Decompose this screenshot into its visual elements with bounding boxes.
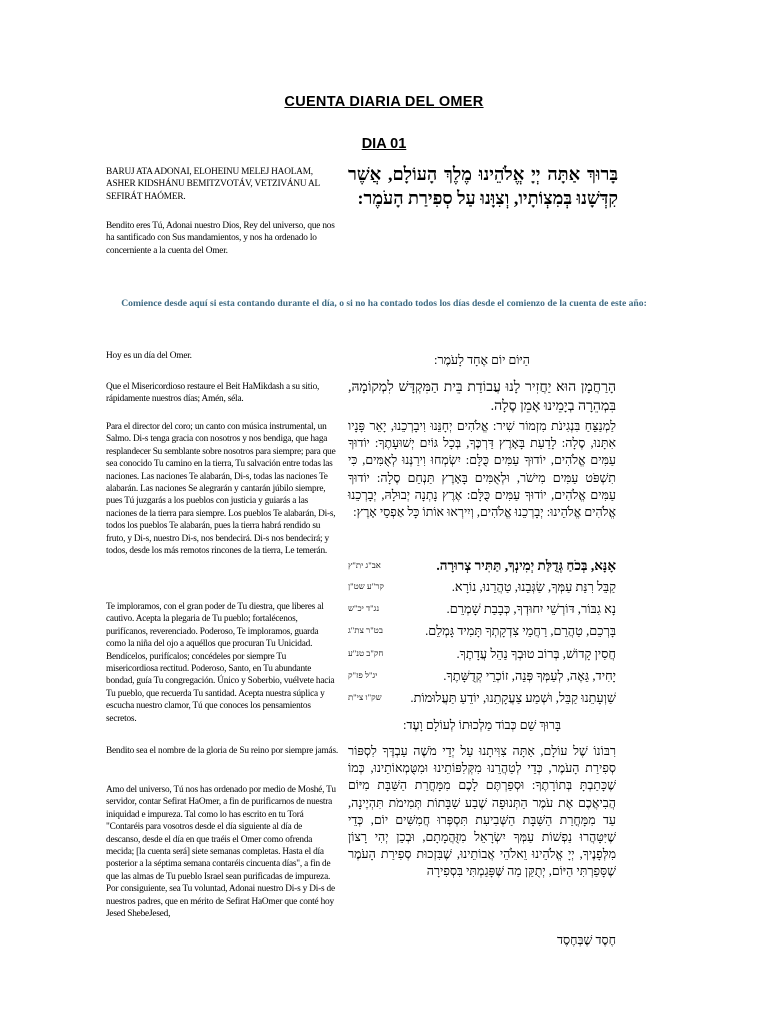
baruch-shem-hebrew: בָּרוּךְ שֵׁם כְּבוֹד מַלְכוּתוֹ לְעוֹלָם וָעֶד: bbox=[402, 718, 562, 732]
ana-acronym: נג"ד יכ"ש bbox=[348, 603, 380, 613]
ana-text: שַׁוְעָתֵנוּ קַבֵּל, וּשְׁמַע צַעֲקָתֵנוּ, יוֹדֵעַ תַּעֲלוּמוֹת. bbox=[410, 691, 616, 705]
ana-line bbox=[348, 578, 616, 596]
ana-text: נָא גִבּוֹר, דּוֹרְשֵׁי יִחוּדְךָ, כְּבָבַת שָׁמְרֵם. bbox=[446, 602, 616, 616]
harachaman-hebrew: הָרַחֲמָן הוּא יַחֲזִיר לָנוּ עֲבוֹדַת בֵּית הַמִּקְדָּשׁ לִמְקוֹמָהּ, בִּמְהֵרָה בְיָמֵינוּ אָמֵן סֶלָה. bbox=[348, 380, 616, 414]
ana-text: בָּרְכֵם, טַהֲרֵם, רַחֲמֵי צִדְקָתְךָ תָּמִיד גָּמְלֵם. bbox=[425, 624, 616, 638]
ana-text: יָחִיד, גֵּאֶה, לְעַמְּךָ פְּנֵה, זוֹכְרֵי קְדֻשָּׁתֶךָ. bbox=[443, 669, 616, 683]
day-heading: DIA 01 bbox=[361, 136, 407, 152]
ana-spanish: Te imploramos, con el gran poder de Tu diestra, que liberes al cautivo. Acepta la plegaria de Tu pueblo; fortalécenos, purifícanos, reverenciado. Poderoso, Te imploramos, guarda como la niña del ojo a aquéllos que procuran Tu Unicidad. Bendícelos, purifícalos; concédeles por siempre Tu misericordiosa rectitud. Poderoso, Santo, en Tu abundante bondad, guía Tu congregación. Único y Soberbio, vuélvete hacia Tu pueblo, que recuerda Tu santidad. Acepta nuestra súplica y escucha nuestro clamor, Tú que conoces los pensamientos secretos. bbox=[106, 602, 335, 724]
ana-line bbox=[348, 667, 616, 685]
ana-acronym: קר"ע שט"ן bbox=[348, 581, 384, 591]
psalm-hebrew: לַמְנַצֵּחַ בִּנְגִינֹת מִזְמוֹר שִׁיר: אֱלֹהִים יְחָנֵּנוּ וִיבָרְכֵנוּ, יָאֵר פָּנָיו אִתָּנוּ, סֶלָה: לָדַעַת בָּאָרֶץ דַּרְכֶּךָ, בְּכָל גּוֹיִם יְשׁוּעָתֶךָ: יוֹדוּךָ עַמִּים אֱלֹהִים, יוֹדוּךָ עַמִּים כֻּלָּם: יִשְׂמְחוּ וִירַנְּנוּ לְאֻמִּים, כִּי תִשְׁפֹּט עַמִּים מִישֹׁר, וּלְאֻמִּים בָּאָרֶץ תַּנְחֵם סֶלָה: יוֹדוּךָ עַמִּים אֱלֹהִים, יוֹדוּךָ עַמִּים כֻּלָּם: אֶרֶץ נָתְנָה יְבוּלָהּ, יְבָרְכֵנוּ אֱלֹהִים אֱלֹהֵינוּ: יְבָרְכֵנוּ אֱלֹהִים, וְיִירְאוּ אוֹתוֹ כָּל אַפְסֵי אָרֶץ: bbox=[348, 419, 616, 520]
count-spanish: Hoy es un día del Omer. bbox=[106, 351, 192, 361]
ana-line bbox=[348, 689, 616, 707]
ribono-hebrew: רִבּוֹנוֹ שֶׁל עוֹלָם, אַתָּה צִוִּיתָנוּ עַל יְדֵי מֹשֶׁה עַבְדֶּךָ לִסְפּוֹר סְפִירַת הָעֹמֶר, כְּדֵי לְטַהֲרֵנוּ מִקְּלִפּוֹתֵינוּ וּמִטֻּמְאוֹתֵינוּ, כְּמוֹ שֶׁכָּתַבְתָּ בְּתוֹרָתֶךָ: וּסְפַרְתֶּם לָכֶם מִמָּחֳרַת הַשַּׁבָּת מִיּוֹם הֲבִיאֲכֶם אֶת עֹמֶר הַתְּנוּפָה שֶׁבַע שַׁבָּתוֹת תְּמִימֹת תִּהְיֶינָה, עַד מִמָּחֳרַת הַשַּׁבָּת הַשְּׁבִיעִת תִּסְפְּרוּ חֲמִשִּׁים יוֹם, כְּדֵי שֶׁיִּטָּהֲרוּ נַפְשׁוֹת עַמְּךָ יִשְׂרָאֵל מִזֻּהֲמָתָם, וּבְכֵן יְהִי רָצוֹן מִלְּפָנֶיךָ, יְיָ אֱלֹהֵינוּ וֵאלֹהֵי אֲבוֹתֵינוּ, שֶׁבִּזְכוּת סְפִירַת הָעֹמֶר שֶׁסָּפַרְתִּי הַיּוֹם, יְתֻקַּן מַה שֶּׁפָּגַמְתִּי בִּסְפִירָה bbox=[348, 744, 616, 879]
count-hebrew: הַיּוֹם יוֹם אֶחָד לָעֹמֶר: bbox=[434, 353, 530, 367]
baruch-shem-spanish: Bendito sea el nombre de la gloria de Su reino por siempre jamás. bbox=[106, 746, 339, 756]
ana-line bbox=[348, 600, 616, 618]
ana-text: קַבֵּל רִנַּת עַמְּךָ, שַׂגְּבֵנוּ, טַהֲרֵנוּ, נוֹרָא. bbox=[451, 580, 616, 594]
ana-acronym: יג"ל פז"ק bbox=[348, 670, 378, 680]
ana-line bbox=[348, 622, 616, 640]
ribono-spanish: Amo del universo, Tú nos has ordenado por medio de Moshé, Tu servidor, contar Sefirat HaOmer, a fin de purificarnos de nuestra iniquidad e impureza. Tal como lo has escrito en tu Torá "Contaréis para vosotros desde el día siguiente al día de descanso, desde el día en que traéis el Omer como ofrenda mecida; [la cuenta será] siete semanas completas. Hasta el día posterior a la séptima semana contaréis cincuenta días", a fin de que las almas de Tu pueblo Israel sean purificadas de impureza. Por consiguiente, sea Tu voluntad, Adonai nuestro Di-s y Di-s de nuestros padres, que en mérito de Sefirat HaOmer que conté hoy Jesed ShebeJesed, bbox=[106, 785, 336, 920]
blessing-hebrew: בָּרוּךְ אַתָּה יְיָ אֱלֹהֵינוּ מֶלֶךְ הָעוֹלָם, אֲשֶׁר קִדְּשָׁנוּ בְּמִצְוֹתָיו, וְצִוָּנוּ עַל סְפִירַת הָעֹמֶר: bbox=[348, 164, 618, 208]
ana-acronym: אב"ג ית"ץ bbox=[348, 560, 381, 570]
instruction-note: Comience desde aquí si esta contando durante el día, o si no ha contado todos los días desde el comienzo de la cuenta de este año: bbox=[121, 298, 647, 309]
ana-text: אָנָּא, בְּכֹחַ גְּדֻלַּת יְמִינְךָ, תַּתִּיר צְרוּרָה. bbox=[436, 558, 616, 573]
document-title: CUENTA DIARIA DEL OMER bbox=[284, 94, 484, 110]
ana-acronym: בט"ר צת"ג bbox=[348, 625, 383, 635]
ana-acronym: חק"ב טנ"ע bbox=[348, 648, 384, 658]
sefira-of-the-day: חֶסֶד שֶׁבְּחֶסֶד bbox=[556, 933, 616, 947]
harachaman-spanish: Que el Misericordioso restaure el Beit HaMikdash a su sitio, rápidamente nuestros días; Amén, séla. bbox=[106, 382, 320, 405]
ana-line bbox=[348, 557, 616, 575]
ana-line bbox=[348, 645, 616, 663]
blessing-transliteration: BARUJ ATA ADONAI, ELOHEINU MELEJ HAOLAM, ASHER KIDSHÁNU BEMITZVOTÁV, VETZIVÁNU AL SEFIRÁT HAÓMER. bbox=[106, 167, 320, 202]
ana-text: חֲסִין קָדוֹשׁ, בְּרוֹב טוּבְךָ נַהֵל עֲדָתֶךָ. bbox=[456, 647, 616, 661]
blessing-translation: Bendito eres Tú, Adonai nuestro Dios, Rey del universo, que nos ha santificado con Sus mandamientos, y nos ha ordenado lo concerniente a la cuenta del Omer. bbox=[106, 221, 335, 256]
ana-acronym: שק"ו צי"ת bbox=[348, 692, 382, 702]
psalm-spanish: Para el director del coro; un canto con música instrumental, un Salmo. Di-s tenga gracia con nosotros y nos bendiga, que haga resplandecer Su semblante sobre nosotros para siempre; para que sea conocido Tu camino en la tierra, Tu salvación entre todas las naciones. Las naciones Te alabarán, Di-s, todas las naciones Te alabarán. Las naciones Se alegrarán y cantarán júbilo siempre, pues Tú juzgarás a los pueblos con justicia y guiarás a las naciones de la tierra para siempre. Los pueblos Te alabarán, Di-s, todos los pueblos Te alabarán, pues la tierra habrá rendido su fruto, y Di-s, nuestro Di-s, nos bendecirá. Di-s nos bendecirá; y todos, desde los más remotos rincones de la tierra, Le temerán. bbox=[106, 422, 336, 557]
